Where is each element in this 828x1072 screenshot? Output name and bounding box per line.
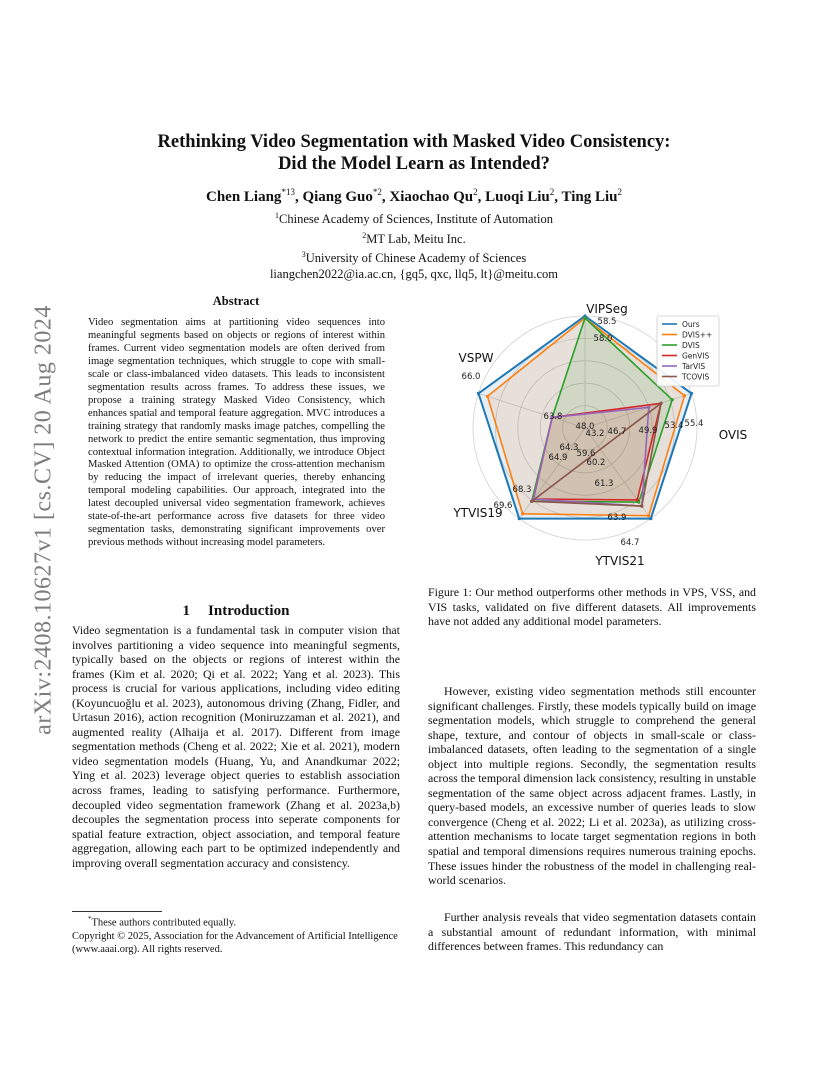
data-label: 59.6	[576, 449, 596, 459]
data-label: 61.3	[594, 479, 614, 489]
legend-entry: TarVIS	[682, 362, 706, 371]
paper-title: Rethinking Video Segmentation with Masked Video Consistency: Did the Model Learn as Intended?	[157, 132, 671, 174]
data-label: 58.0	[593, 334, 613, 344]
author-name: Luoqi Liu	[485, 189, 550, 205]
data-point	[647, 406, 650, 409]
introduction-heading: 1 Introduction	[182, 603, 290, 619]
axis-label: YTVIS21	[595, 554, 645, 568]
radar-chart	[430, 300, 748, 580]
data-point	[659, 402, 662, 405]
data-point	[477, 392, 480, 395]
data-label: 64.3	[559, 443, 579, 453]
author-name: Chen Liang	[205, 189, 282, 205]
author-list: Chen Liang$^{*13}$, Qiang Guo$^{*2}$, Xiaochao Qu$^2$, Luoqi Liu$^2$, Ting Liu$^2$	[205, 187, 623, 205]
legend-entry: DVIS	[682, 341, 700, 350]
data-label: 66.0	[461, 372, 481, 382]
axis-label: YTVIS19	[453, 506, 503, 520]
body-paragraph-2: Further analysis reveals that video segmentation datasets contain a substantial amount of redundant information, with minimal differences between frames. This redundancy can	[428, 910, 756, 954]
data-label: 58.5	[597, 317, 617, 327]
data-label: 53.4	[664, 421, 684, 431]
data-label: 68.3	[512, 485, 532, 495]
affiliation-3: $^3$University of Chinese Academy of Sciences	[301, 250, 527, 266]
data-point	[649, 517, 652, 520]
axis-label: VIPSeg	[586, 302, 628, 316]
data-label: 63.8	[543, 412, 563, 422]
author-name: Ting Liu	[561, 189, 618, 205]
data-label: 63.9	[607, 513, 627, 523]
data-point	[690, 392, 693, 395]
data-point	[647, 514, 650, 517]
author-name: Qiang Guo	[302, 189, 373, 205]
abstract-heading: Abstract	[212, 294, 260, 308]
body-paragraph-1: However, existing video segmentation methods still encounter significant challenges. Firstly, these models typically build on image segmentation models, which struggle to comprehend the general shape, texture, and contour of objects in small-scale or class-imbalanced datasets, often leading to the segmentation of a single object into multiple regions. Secondly, the segmentation results across the temporal dimension lack consistency, resulting in unstable segmentation of the same object across adjacent frames. Lastly, in query-based models, an excessive number of queries leads to slow convergence (Cheng et al. 2022; Li et al. 2023a), as utilizing cross-attention mechanisms to locate target segmentation regions in both spatial and temporal dimensions requires numerous training epochs. These issues hinder the robustness of the model in challenging real-world scenarios.	[428, 684, 756, 888]
data-point	[640, 505, 643, 508]
data-label: 48.0	[575, 422, 595, 432]
axis-label: OVIS	[718, 428, 748, 442]
author-name: Xiaochao Qu	[389, 189, 474, 205]
footnote: *These authors contributed equally. Copyright © 2025, Association for the Advancement of Artificial Intelligence (www.aaai.org). All rights reserved.	[72, 913, 400, 956]
data-point	[636, 498, 639, 501]
data-label: 49.9	[638, 426, 658, 436]
data-label: 46.7	[607, 427, 627, 437]
legend-entry: DVIS++	[682, 330, 713, 340]
data-label: 64.9	[548, 453, 568, 463]
legend-entry: GenVIS	[682, 351, 710, 361]
data-point	[521, 512, 524, 515]
data-point	[518, 517, 521, 520]
data-point	[530, 500, 533, 503]
affiliation-2: $^2$MT Lab, Meitu Inc.	[362, 230, 466, 246]
footnote-divider	[72, 911, 162, 912]
affiliations	[100, 208, 728, 282]
data-label: 69.6	[493, 501, 513, 511]
abstract-text: Video segmentation aims at partitioning video sequences into meaningful segments based on objects or regions of interest within frames. Current video segmentation models are often derived from image segmentation techniques, which struggle to cope with small-scale or class-imbalanced video datasets. This leads to inconsistent segmentation results across frames. To address these issues, we propose a training strategy Masked Video Consistency, which enhances spatial and temporal feature aggregation. MVC introduces a training strategy that randomly masks image patches, compelling the network to predict the entire semantic segmentation, thus improving contextual information integration. Additionally, we introduce Object Masked Attention (OMA) to optimize the cross-attention mechanism by reducing the impact of irrelevant queries, thereby enhancing temporal modeling capabilities. Our approach, integrated into the latest decoupled universal video segmentation framework, achieves state-of-the-art performance across five datasets for three video segmentation tasks, demonstrating significant improvements over previous methods without increasing model parameters.	[88, 317, 385, 549]
data-point	[486, 395, 489, 398]
data-label: 64.7	[620, 538, 640, 548]
introduction-text: Video segmentation is a fundamental task in computer vision that involves partitioning a video sequence into meaningful segments, typically based on the objects or regions of interest within the frames (Kim et al. 2020; Qi et al. 2022; Yang et al. 2023). This process is crucial for various applications, including video editing (Koyuncuoğlu et al. 2023), autonomous driving (Zhang, Fidler, and Urtasun 2016), action recognition (Moniruzzaman et al. 2021), and augmented reality (Alhaija et al. 2017). Different from image segmentation methods (Cheng et al. 2022; Xie et al. 2021), modern video segmentation models (Huang, Yu, and Anandkumar 2022; Ying et al. 2023) leverage object queries to establish association across frames, leading to satisfying performance. Furthermore, decoupled video segmentation framework (Zhang et al. 2023a,b) decouples the segmentation process into seperate components for spatial feature extraction, object association, and temporal feature aggregation, allowing each part to be optimized independently and improving overall segmentation accuracy and consistency.	[72, 623, 400, 870]
figure-caption: Figure 1: Our method outperforms other methods in VPS, VSS, and VIS tasks, validated on five different datasets. All improvements have not added any additional model parameters.	[428, 585, 756, 629]
affiliation-1: $^1$Chinese Academy of Sciences, Institute of Automation	[275, 211, 553, 227]
data-point	[683, 394, 686, 397]
data-point	[671, 398, 674, 401]
data-point	[583, 316, 586, 319]
axis-label: VSPW	[458, 351, 494, 365]
data-label: 60.2	[586, 458, 606, 468]
author-emails: liangchen2022@ia.ac.cn, {gq5, qxc, llq5, lt}@meitu.com	[269, 266, 559, 281]
radar-chart-svg	[430, 300, 748, 580]
legend-entry: TCOVIS	[682, 372, 710, 382]
data-label: 55.4	[684, 419, 704, 429]
copyright-notice: Copyright © 2025, Association for the Advancement of Artificial Intelligence (www.aaai.org). All rights reserved.	[72, 930, 398, 955]
legend-entry: Ours	[682, 320, 700, 329]
data-label: 43.2	[585, 429, 605, 439]
arxiv-stamp: arXiv:2408.10627v1 [cs.CV] 20 Aug 2024	[30, 305, 57, 735]
